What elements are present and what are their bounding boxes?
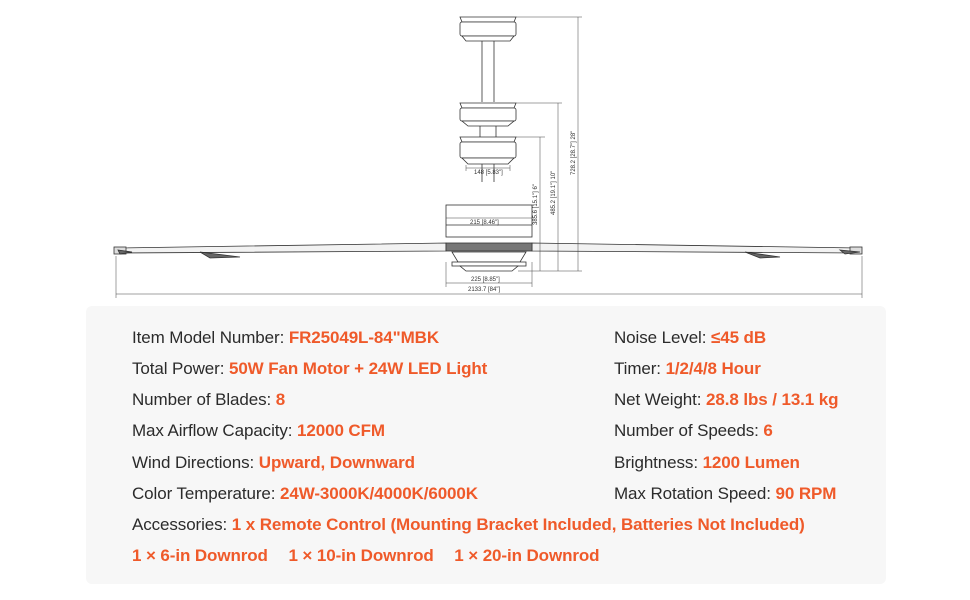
total-span-label: 2133.7 [84"] — [468, 287, 501, 293]
spec-timer — [614, 359, 761, 379]
spec-model — [132, 328, 439, 348]
downrod-item: 1 × 6-in Downrod — [132, 546, 268, 565]
motor-coupling — [460, 103, 516, 137]
spec-label: Timer: — [614, 359, 661, 378]
spec-weight — [614, 390, 838, 410]
spec-value: 24W-3000K/4000K/6000K — [280, 484, 478, 503]
spec-power — [132, 359, 487, 379]
spec-label: Brightness: — [614, 453, 698, 472]
spec-airflow — [132, 421, 385, 441]
spec-blades — [132, 390, 285, 410]
spec-label: Max Airflow Capacity: — [132, 421, 293, 440]
spec-label: Noise Level: — [614, 328, 707, 347]
spec-label: Color Temperature: — [132, 484, 276, 503]
motor-width-label: 215 [8.46"] — [470, 220, 499, 226]
spec-accessories — [132, 515, 805, 535]
spec-label: Item Model Number: — [132, 328, 285, 347]
light-width-label: 225 [8.85"] — [471, 277, 500, 283]
spec-value: 1/2/4/8 Hour — [665, 359, 761, 378]
spec-value: 8 — [275, 390, 286, 409]
spec-label: Number of Speeds: — [614, 421, 759, 440]
canopy-width-label: 148 [5.83"] — [474, 170, 503, 176]
spec-wind-directions — [132, 453, 415, 473]
spec-value: ≤45 dB — [710, 328, 767, 347]
spec-value: Upward, Downward — [258, 453, 415, 472]
spec-value: 50W Fan Motor + 24W LED Light — [228, 359, 488, 378]
spec-value: FR25049L-84"MBK — [288, 328, 439, 347]
height-low-label: 385.6 [15.1"] 6" — [533, 184, 539, 225]
spec-value: 1200 Lumen — [702, 453, 800, 472]
spec-value: 6 — [763, 421, 773, 440]
led-light-kit — [446, 243, 532, 271]
spec-color-temperature — [132, 484, 478, 504]
spec-noise — [614, 328, 766, 348]
spec-value: 1 x Remote Control (Mounting Bracket Included, Batteries Not Included) — [231, 515, 805, 534]
ceiling-canopy — [460, 17, 516, 41]
height-total-label: 728.2 [28.7"] 28" — [571, 130, 577, 175]
spec-label: Net Weight: — [614, 390, 702, 409]
spec-speeds — [614, 421, 773, 441]
spec-label: Accessories: — [132, 515, 228, 534]
spec-label: Max Rotation Speed: — [614, 484, 771, 503]
spec-value: 90 RPM — [775, 484, 837, 503]
downrod-item: 1 × 10-in Downrod — [288, 546, 434, 565]
height-mid-label: 485.2 [19.1"] 10" — [551, 170, 557, 215]
spec-value: 12000 CFM — [297, 421, 385, 440]
spec-value: 28.8 lbs / 13.1 kg — [706, 390, 839, 409]
spec-rotation-speed — [614, 484, 836, 504]
spec-label: Total Power: — [132, 359, 225, 378]
downrod — [482, 41, 494, 102]
downrod-list — [132, 546, 599, 566]
downrod-item: 1 × 20-in Downrod — [454, 546, 600, 565]
spec-label: Wind Directions: — [132, 453, 255, 472]
spec-brightness — [614, 453, 800, 473]
spec-label: Number of Blades: — [132, 390, 272, 409]
